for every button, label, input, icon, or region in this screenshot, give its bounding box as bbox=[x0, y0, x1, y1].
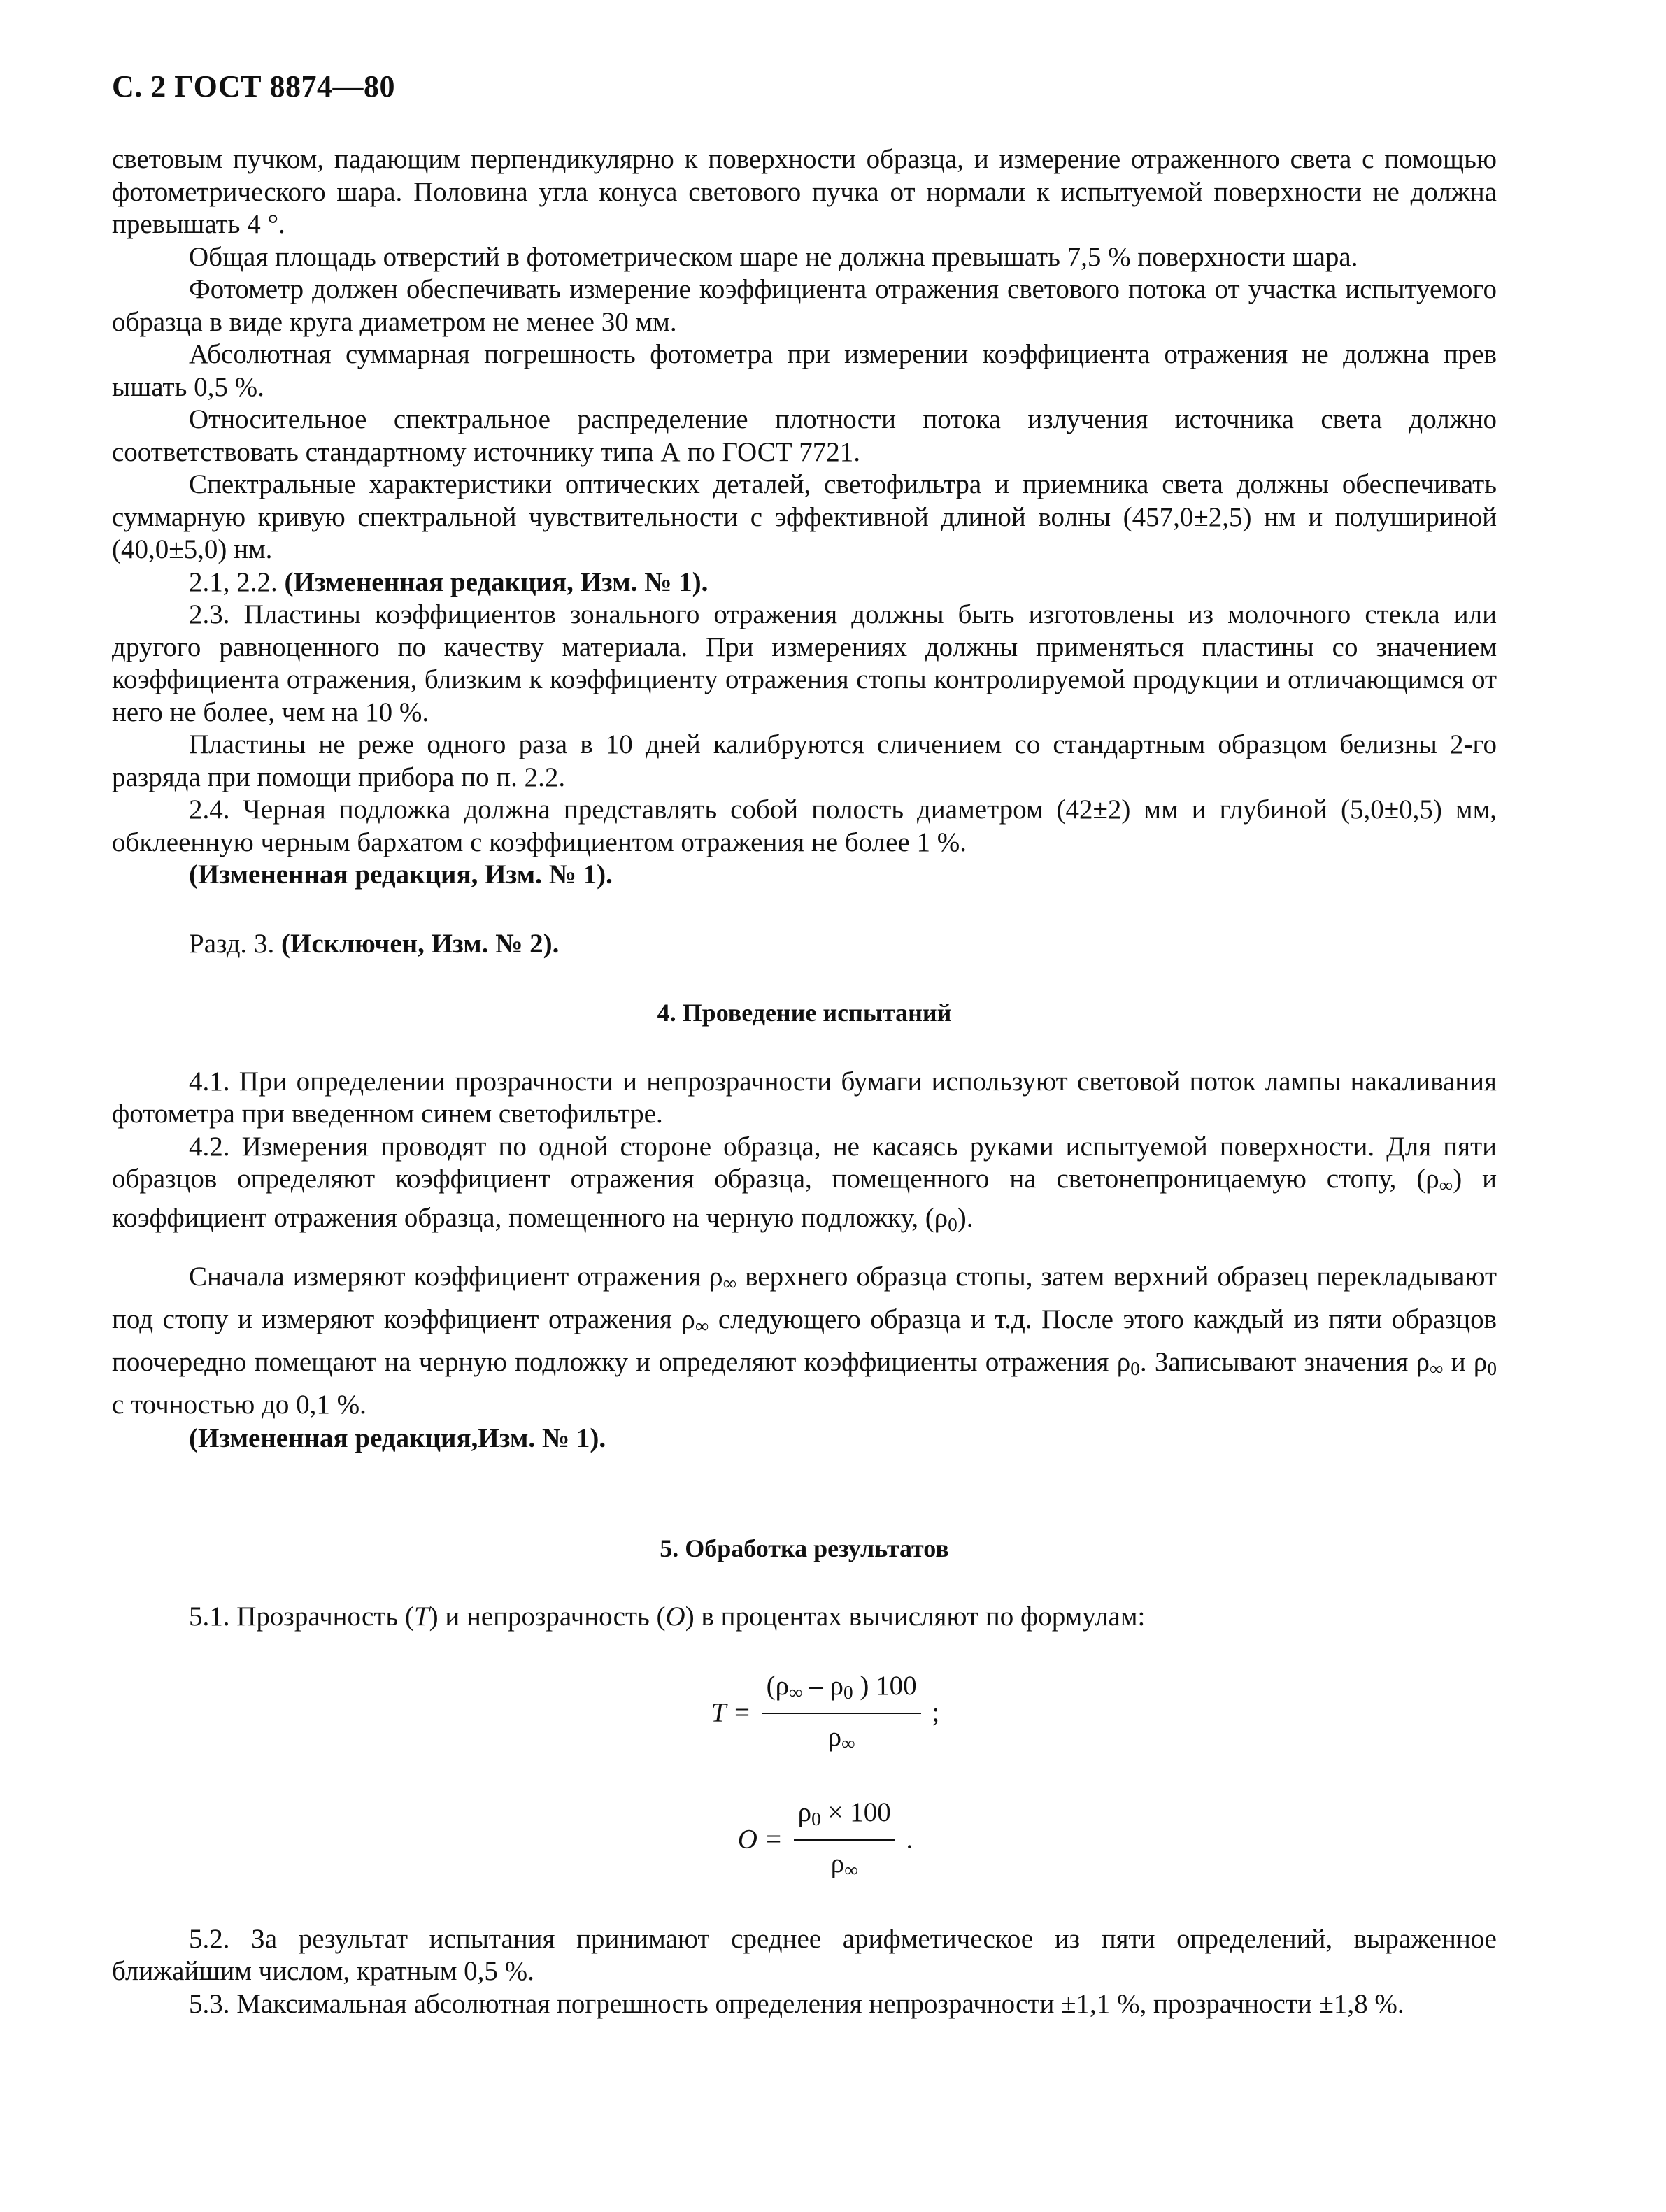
text-run: ) и коэффициент отражения образца, помещенного на черную подложку, (ρ bbox=[112, 1164, 1497, 1233]
section-heading: 5. Обработка результатов bbox=[660, 1534, 949, 1562]
paragraph: Общая площадь отверстий в фотометрическом шаре не должна превышать 7,5 % поверхности шара. bbox=[189, 241, 1358, 272]
text-run: ) и непрозрачность ( bbox=[429, 1601, 666, 1632]
fraction-numerator: $\rho_0 \times 100$ bbox=[794, 1797, 895, 1841]
paragraph: 5.3. Максимальная абсолютная погрешность определения непрозрачности ±1,1 %, прозрачности ±1,8 %. bbox=[189, 1988, 1404, 2019]
text-run: Сначала измеряют коэффициент отражения ρ bbox=[189, 1262, 723, 1292]
paragraph bbox=[112, 1259, 1497, 1422]
symbol-t: T bbox=[413, 1601, 429, 1632]
paragraph: Фотометр должен обеспечивать измерение коэффициента отражения светового потока от участка испытуемого образца в виде круга диаметром не менее 30 мм. bbox=[112, 274, 1497, 337]
paragraph bbox=[112, 1131, 1497, 1241]
fraction bbox=[762, 1670, 921, 1760]
formula-lhs: T = bbox=[711, 1697, 751, 1727]
paragraph bbox=[112, 1422, 1497, 1455]
clause-ref: 2.1, 2.2. bbox=[189, 566, 285, 597]
paragraph: 2.4. Черная подложка должна представлять собой полость диаметром (42±2) мм и глубиной (5,0±0,5) мм, обклеенную черным бархатом с коэффициентом отражения не более 1 %. bbox=[112, 794, 1497, 857]
paragraph: Спектральные характеристики оптических деталей, светофильтра и приемника света должны обеспечивать суммарную кривую спектральной чувствительности с эффективной длиной волны (457,0±2,5) нм и полушириной (40,0±5,0) нм. bbox=[112, 469, 1497, 564]
subscript: 0 bbox=[948, 1213, 957, 1235]
amendment-note: (Измененная редакция, Изм. № 1). bbox=[189, 859, 613, 890]
paragraph: 2.3. Пластины коэффициентов зонального отражения должны быть изготовлены из молочного стекла или другого равноценного по качеству материала. При измерениях должны применяться пластины со значением коэффициента отражения, близким к коэффициенту отражения стопы контролируемой продукции и отличающимся от него не более, чем на 10 %. bbox=[112, 599, 1497, 727]
paragraph: Пластины не реже одного раза в 10 дней калибруются сличением со стандартным образцом белизны 2-го разряда при помощи прибора по п. 2.2. bbox=[112, 729, 1497, 792]
subscript: ∞ bbox=[1430, 1358, 1444, 1379]
text-run: верхнего образца стопы, затем верхний образец перекладывают под стопу и измеряют коэффициент отражения ρ bbox=[112, 1262, 1497, 1334]
formula-end: . bbox=[906, 1823, 913, 1854]
section-heading: 4. Проведение испытаний bbox=[657, 999, 952, 1027]
formula-opacity bbox=[112, 1797, 1497, 1887]
text-run: с точностью до 0,1 %. bbox=[112, 1390, 366, 1420]
subscript: ∞ bbox=[1439, 1175, 1453, 1196]
paragraph: 5.2. За результат испытания принимают среднее арифметическое из пяти определений, выраженное ближайшим числом, кратным 0,5 %. bbox=[112, 1923, 1497, 1986]
subscript: ∞ bbox=[722, 1273, 737, 1294]
paragraph bbox=[112, 928, 1497, 961]
amendment-note: (Измененная редакция,Изм. № 1). bbox=[189, 1423, 606, 1453]
paragraph bbox=[112, 1601, 1497, 1634]
fraction-numerator: ($\rho_\infty - \rho_0$ ) 100 bbox=[762, 1670, 921, 1715]
paragraph: световым пучком, падающим перпендикулярно к поверхности образца, и измерение отраженного света с помощью фотометрического шара. Половина угла конуса светового пучка от нормали к испытуемой поверхности не должна превышать 4 °. bbox=[112, 144, 1497, 239]
text-run: следующего образца и т.д. После этого каждый из пяти образцов поочередно помещают на черную подложку и определяют коэффициенты отражения ρ bbox=[112, 1304, 1497, 1377]
formula-end: ; bbox=[932, 1697, 940, 1727]
document-body bbox=[112, 143, 1497, 2020]
text-run: . Записывают значения ρ bbox=[1139, 1347, 1430, 1377]
paragraph bbox=[112, 859, 1497, 892]
fraction-denominator: $\rho_\infty$ bbox=[827, 1722, 855, 1754]
fraction bbox=[794, 1797, 895, 1887]
text-run: и ρ bbox=[1443, 1347, 1488, 1377]
amendment-note: (Исключен, Изм. № 2). bbox=[281, 928, 560, 959]
paragraph: 4.1. При определении прозрачности и непрозрачности бумаги используют световой поток лампы накаливания фотометра при введенном синем светофильтре. bbox=[112, 1066, 1497, 1129]
text-run: ) в процентах вычисляют по формулам: bbox=[685, 1601, 1146, 1632]
section-ref: Разд. 3. bbox=[189, 928, 282, 959]
amendment-note: (Измененная редакция, Изм. № 1). bbox=[284, 566, 709, 597]
subscript: ∞ bbox=[695, 1315, 709, 1336]
fraction-denominator: $\rho_\infty$ bbox=[830, 1848, 858, 1881]
paragraph bbox=[112, 566, 1497, 599]
paragraph: Относительное спектральное распределение плотности потока излучения источника света должно соответствовать стандартному источнику типа А по ГОСТ 7721. bbox=[112, 404, 1497, 467]
formula-transparency bbox=[112, 1670, 1497, 1760]
text-run: 5.1. Прозрачность ( bbox=[189, 1601, 414, 1632]
text-run: ). bbox=[957, 1202, 974, 1233]
paragraph: Абсолютная суммарная погрешность фотометра при измерении коэффициента отражения не должна прев ышать 0,5 %. bbox=[112, 339, 1497, 402]
text-run: 4.2. Измерения проводят по одной стороне образца, не касаясь руками испытуемой поверхности. Для пяти образцов определяют коэффициент отражения образца, помещенного на светонепроницаемую стопу, (ρ bbox=[112, 1131, 1497, 1194]
symbol-o: O bbox=[665, 1601, 685, 1632]
formula-lhs: O = bbox=[737, 1823, 783, 1854]
subscript: 0 bbox=[1487, 1358, 1497, 1379]
page-header: С. 2 ГОСТ 8874—80 bbox=[112, 69, 396, 104]
subscript: 0 bbox=[1130, 1358, 1140, 1379]
